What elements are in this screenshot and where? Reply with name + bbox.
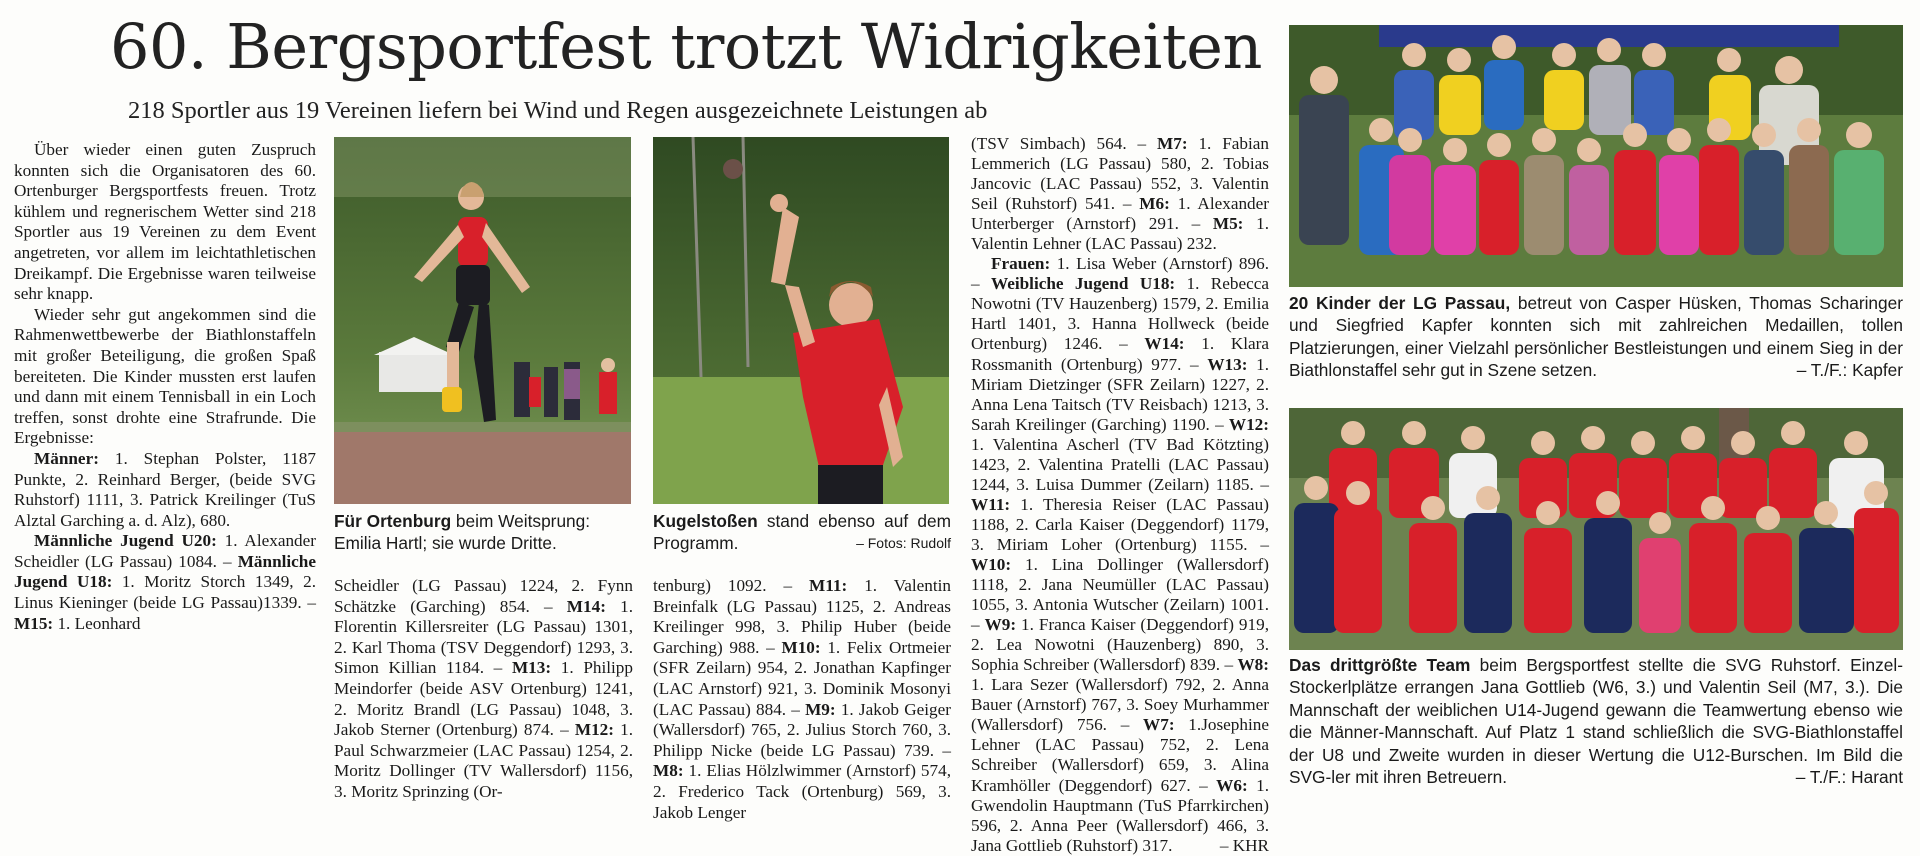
results-text: 1. Miriam Dietzinger (SFR Zeilarn) 1227, 2. Anna Lena Taitsch (TV Reisbach) 1213, 3. Sarah Kreilinger (Garching) 1190. – [971, 354, 1270, 434]
category-label: W7: [1143, 715, 1175, 735]
caption-lead: Das drittgrößte Team [1289, 655, 1471, 675]
category-label: M12: [574, 720, 614, 740]
category-label: M7: [1157, 134, 1188, 153]
article-column-4 [971, 134, 1269, 856]
category-label: W8: [1237, 655, 1269, 675]
results-text: 1.Josephine Lehner (LAC Passau) 752, 2. Lena Schreiber (Wallersdorf) 659, 3. Alina Kramhöller (Deggendorf) 627. – [971, 715, 1269, 795]
results-text: 1. Alexander Scheidler (LG Passau) 1084. – [14, 531, 316, 571]
results-text: 1. Valentin Breinfalk (LG Passau) 1125, 2. Andreas Kreilinger 998, 3. Philip Huber (beide Garching) 988. – [653, 576, 951, 657]
results-text: 1. Alexander Unterberger (Arnstorf) 291. – [971, 194, 1269, 234]
article-column-3 [653, 576, 951, 823]
article-column-1 [14, 140, 316, 634]
photo-svg-ruhstorf-caption [1289, 654, 1903, 788]
category-label: W6: [1216, 775, 1248, 795]
category-label: M15: [14, 613, 54, 633]
results-text: 1. Gwendolin Hauptmann (TuS Pfarrkirchen) 596, 2. Anna Peer (Wallersdorf) 466, 3. Jana Gottlieb (Ruhstorf) 317. [971, 775, 1269, 855]
photo-long-jump-caption [334, 510, 631, 555]
category-label: M10: [781, 637, 821, 657]
caption-lead: Für Ortenburg [334, 511, 452, 531]
category-label: W14: [1144, 334, 1185, 354]
category-label: W11: [971, 494, 1011, 514]
headline: 60. Bergsportfest trotzt Widrigkeiten [110, 10, 1262, 83]
category-label: M13: [511, 658, 552, 678]
caption-text: betreut von Casper Hüsken, Thomas Scharinger und Siegfried Kapfer konnten sich mit zahlreichen Medaillen, tollen Platzierungen, einer Vielzahl persönlicher Bestleistungen und einem Sieg in der Biathlonstaffel sehr gut in Szene setzen. [1289, 293, 1904, 381]
category-label: W9: [984, 615, 1017, 635]
results-continued [653, 576, 951, 823]
caption-text: beim Bergsportfest stellte die SVG Ruhstorf. Einzel-Stockerlplätze errangen Jana Gottlieb (W6, 3.) und Valentin Seil (M7, 3.). Die Mannschaft der weiblichen U14-Jugend gewann die Teamwertung ebenso wie die Männer-Mannschaft. Auf Platz 1 stand schließlich die SVG-Biathlonstaffel der U8 und Zweite wurden in dieser Wertung die U12-Burschen. Im Bild die SVG-ler mit ihren Betreuern. [1289, 655, 1903, 788]
caption-lead: Kugelstoßen [653, 511, 758, 531]
results-text: 1. Paul Schwarzmeier (LAC Passau) 1254, 2. Moritz Dollinger (TV Wallersdorf) 1156, 3. Moritz Sprinzing (Or- [334, 720, 634, 801]
category-label: Männliche Jugend U18: [14, 551, 316, 592]
results-continued [334, 576, 633, 803]
category-label: W13: [1207, 354, 1248, 374]
photo-long-jump [334, 137, 631, 504]
results-text: 1. Leonhard [53, 613, 141, 633]
results-text: 1. Jakob Geiger (Wallersdorf) 765, 2. Julius Storch 760, 3. Philipp Nicke (beide LG Passau) 739. – [653, 699, 951, 760]
biathlon-paragraph: Wieder sehr gut angekommen sind die Rahmenwettbewerbe der Biathlonstaffeln mit großer Beteiligung, die großen Spaß bereiteten. Die Kinder mussten erst laufen und dann mit einem Tennisball in ein Loch treffen, sonst drohte eine Strafrunde. Die Ergebnisse: [14, 304, 316, 448]
intro-paragraph: Über wieder einen guten Zuspruch konnten sich die Organisatoren des 60. Ortenburger Bergsportfests freuen. Trotz kühlem und regnerischem Wetter sind 218 Sportler aus 19 Vereinen zu dem Event angetreten, vor allem im leichtathletischen Dreikampf. Die Ergebnisse waren teilweise sehr knapp. [14, 140, 316, 304]
photo-credit: – Fotos: Rudolf [856, 535, 951, 552]
category-label: M9: [805, 699, 836, 719]
photo-lg-passau-caption [1289, 292, 1903, 382]
results-text: 1. Lisa Weber (Arnstorf) 896. – [971, 254, 1269, 294]
category-label: M8: [653, 761, 684, 781]
results-frauen [971, 254, 1269, 855]
photo-shot-put [653, 137, 949, 504]
author-credit: – KHR [1219, 835, 1269, 855]
category-label: M14: [566, 596, 606, 616]
category-label: M6: [1139, 194, 1170, 214]
category-label: W10: [971, 554, 1012, 574]
photo-credit: – T./F.: Harant [1795, 767, 1903, 788]
category-label: W12: [1228, 414, 1269, 434]
category-label: Frauen: [991, 254, 1051, 274]
results-text: 1. Klara Rossmanith (Ortenburg) 977. – [971, 334, 1269, 374]
category-label: Weibliche Jugend U18: [990, 274, 1176, 294]
results-maenner [14, 449, 316, 531]
photo-credit: – T./F.: Kapfer [1796, 360, 1903, 381]
subheadline: 218 Sportler aus 19 Vereinen liefern bei Wind und Regen ausgezeichnete Leistungen ab [128, 97, 988, 124]
results-text: 1. Theresia Reiser (LAC Passau) 1188, 2. Carla Kaiser (Deggendorf) 1179, 3. Miriam Loher (Ortenburg) 1155. – [971, 494, 1269, 554]
results-text: Scheidler (LG Passau) 1224, 2. Fynn Schätzke (Garching) 854. – [334, 576, 633, 616]
results-text: 1. Lara Sezer (Wallersdorf) 792, 2. Anna Bauer (Arnstorf) 767, 3. Soey Murhammer (Wallersdorf) 756. – [971, 675, 1269, 735]
caption-text: beim Weitsprung: Emilia Hartl; sie wurde Dritte. [334, 511, 591, 554]
category-label: Männer: [34, 448, 99, 468]
results-text: 1. Moritz Storch 1349, 2. Linus Kieninger (beide LG Passau)1339. – [14, 572, 316, 613]
results-mju20 [14, 531, 316, 634]
results-text: 1. Elias Hölzlwimmer (Arnstorf) 574, 2. Frederico Tack (Ortenburg) 569, 3. Jakob Lenger [653, 761, 951, 822]
results-text: 1. Franca Kaiser (Deggendorf) 919, 2. Lea Nowotni (Hauzenberg) 890, 3. Sophia Schreiber (Wallersdorf) 839. – [971, 615, 1270, 675]
results-text: 1. Lina Dollinger (Wallersdorf) 1118, 2. Jana Neumüller (LAC Passau) 1055, 3. Antonia Wutscher (Zeilarn) 1001. – [971, 554, 1269, 635]
category-label: Männliche Jugend U20: [34, 531, 217, 551]
results-text: 1. Valentina Ascherl (TV Bad Kötzting) 1423, 2. Valentina Pratelli (LAC Passau) 1244, 3. Luisa Dummer (Zeilarn) 1185. – [971, 434, 1269, 494]
photo-shot-put-caption [653, 510, 951, 555]
results-continued [971, 134, 1269, 254]
results-text: 1. Valentin Lehner (LAC Passau) 232. [971, 214, 1269, 254]
category-label: M5: [1212, 214, 1244, 234]
results-text: tenburg) 1092. – [653, 576, 810, 595]
results-text: 1. Florentin Killersreiter (LG Passau) 1301, 2. Karl Thoma (TSV Deggendorf) 1293, 3. Simon Killian 1184. – [334, 596, 633, 678]
results-text: 1. Felix Ortmeier (SFR Zeilarn) 954, 2. Jonathan Kapfinger (LAC Arnstorf) 921, 3. Dominik Mosonyi (LAC Passau) 884. – [653, 637, 951, 719]
category-label: M11: [809, 576, 848, 595]
results-text: (TSV Simbach) 564. – [971, 134, 1157, 153]
results-text: 1. Rebecca Nowotni (TV Hauzenberg) 1579, 2. Emilia Hartl 1401, 3. Hanna Hollweck (beide Ortenburg) 1246. – [971, 274, 1270, 354]
caption-text: stand ebenso auf dem Programm. [653, 511, 951, 554]
results-text: 1. Philipp Meindorfer (beide ASV Ortenburg) 1241, 2. Moritz Brandl (LG Passau) 1048, 3. Jakob Sterner (Ortenburg) 874. – [334, 658, 633, 740]
results-text: 1. Stephan Polster, 1187 Punkte, 2. Reinhard Berger, (beide SVG Ruhstorf) 1111, 3. Patrick Kreilinger (TuS Alztal Garching a. d. Alz), 680. [14, 448, 316, 530]
results-text: 1. Fabian Lemmerich (LG Passau) 580, 2. Tobias Jancovic (LAC Passau) 552, 3. Valentin Seil (Ruhstorf) 541. – [971, 134, 1269, 214]
article-column-2 [334, 576, 633, 803]
photo-lg-passau-team [1289, 25, 1903, 287]
caption-lead: 20 Kinder der LG Passau, [1289, 293, 1511, 313]
photo-svg-ruhstorf-team [1289, 408, 1903, 650]
